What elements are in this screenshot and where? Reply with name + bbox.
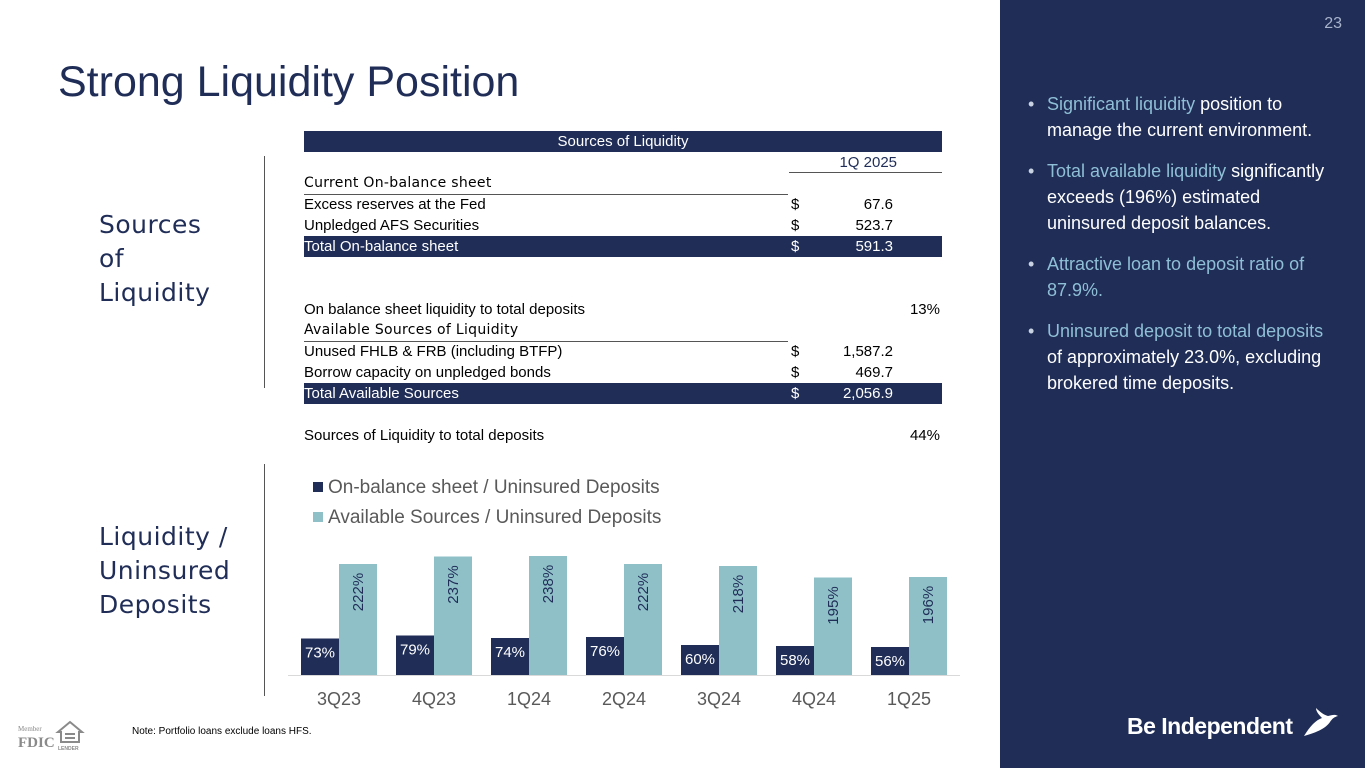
total-label: Total Available Sources — [304, 385, 459, 402]
data-label-onbalance: 73% — [304, 644, 336, 662]
ratio-label: Sources of Liquidity to total deposits — [304, 427, 545, 444]
total-currency: $ — [791, 385, 800, 402]
row-value: 1,587.2 — [842, 343, 893, 360]
legend-label: Available Sources / Uninsured Deposits — [328, 507, 662, 528]
table-gap — [304, 404, 942, 425]
x-tick-label: 3Q23 — [316, 689, 362, 709]
fdic-equal-housing-logo — [18, 720, 86, 752]
legend-swatch-available — [313, 512, 323, 522]
x-tick-label: 3Q24 — [696, 689, 742, 709]
bullet-item — [1028, 91, 1338, 143]
section-label-sources-line-2: of — [99, 244, 125, 273]
bullet-highlight: Significant liquidity — [1047, 94, 1196, 114]
bullet-item — [1028, 251, 1338, 303]
data-label-available: 238% — [540, 564, 557, 604]
table-row — [304, 194, 942, 215]
table-ratio-row — [304, 425, 942, 446]
bullet-dot-icon: • — [1028, 161, 1035, 181]
total-value: 2,056.9 — [842, 385, 893, 402]
bullet-highlight: Uninsured deposit to total deposits — [1047, 321, 1324, 341]
table-subheading-available — [304, 320, 942, 341]
ratio-value: 44% — [909, 427, 940, 444]
svg-text:FDIC: FDIC — [18, 735, 55, 751]
bullet-list — [1028, 91, 1338, 411]
x-tick-label: 1Q25 — [886, 689, 932, 709]
ratio-label: On balance sheet liquidity to total deposits — [304, 301, 586, 318]
legend-swatch-onbalance — [313, 482, 323, 492]
data-label-onbalance: 79% — [399, 641, 431, 659]
data-label-onbalance: 74% — [494, 644, 526, 661]
legend-label: On-balance sheet / Uninsured Deposits — [328, 477, 660, 498]
x-tick-label: 1Q24 — [506, 689, 552, 709]
svg-text:LENDER: LENDER — [58, 746, 79, 752]
bullet-dot-icon: • — [1028, 321, 1035, 341]
section-label-uninsured-line-3: Deposits — [99, 590, 212, 619]
bullet-item — [1028, 318, 1338, 396]
brand-logo-text: Be Independent — [1127, 713, 1293, 739]
row-label: Unused FHLB & FRB (including BTFP) — [304, 343, 563, 360]
slide-title: Strong Liquidity Position — [58, 58, 520, 106]
right-panel — [1000, 0, 1365, 768]
bullet-text: of approximately 23.0%, excluding brokered time deposits. — [1047, 347, 1322, 393]
table-total-row — [304, 383, 942, 404]
row-label: Borrow capacity on unpledged bonds — [304, 364, 551, 381]
total-currency: $ — [791, 238, 800, 255]
x-tick-label: 2Q24 — [601, 689, 647, 709]
section-label-sources-line-3: Liquidity — [99, 278, 211, 307]
data-label-onbalance: 58% — [779, 652, 811, 669]
data-label-onbalance: 60% — [684, 651, 716, 668]
row-currency: $ — [791, 343, 800, 360]
row-currency: $ — [791, 196, 800, 213]
data-label-onbalance: 76% — [589, 643, 621, 660]
table-subheading-onbalance — [304, 173, 942, 194]
table-gap — [304, 257, 942, 278]
subheading-available-text: Available Sources of Liquidity — [304, 320, 788, 342]
row-label: Excess reserves at the Fed — [304, 196, 486, 213]
row-value: 523.7 — [855, 217, 893, 234]
data-label-available: 218% — [730, 574, 747, 614]
row-value: 469.7 — [855, 364, 893, 381]
table-header: Sources of Liquidity — [304, 131, 942, 152]
footnote: Note: Portfolio loans exclude loans HFS. — [132, 726, 312, 737]
section-label-uninsured — [99, 520, 230, 622]
section-label-uninsured-line-2: Uninsured — [99, 556, 231, 585]
bullet-dot-icon: • — [1028, 94, 1035, 114]
table-gap — [304, 278, 942, 299]
total-label: Total On-balance sheet — [304, 238, 459, 255]
bird-logo-icon — [1302, 708, 1338, 738]
row-value: 67.6 — [863, 196, 893, 213]
table-row — [304, 215, 942, 236]
data-label-available: 196% — [920, 585, 937, 625]
bullet-highlight: Attractive loan to deposit ratio of 87.9%. — [1047, 254, 1305, 300]
data-label-available: 222% — [635, 572, 652, 612]
liquidity-bar-chart — [288, 540, 968, 720]
x-tick-label: 4Q23 — [411, 689, 457, 709]
section-label-sources — [99, 208, 210, 310]
liquidity-table — [304, 131, 942, 446]
data-label-available: 222% — [350, 572, 367, 612]
table-row — [304, 362, 942, 383]
total-value: 591.3 — [855, 238, 893, 255]
data-label-available: 195% — [825, 586, 842, 625]
chart-legend-item — [313, 477, 660, 499]
svg-text:Member: Member — [18, 725, 42, 733]
bullet-text: significantly exceeds (196%) estimated uninsured deposit balances. — [1047, 161, 1325, 233]
bullet-highlight: Total available liquidity — [1047, 161, 1227, 181]
bullet-item — [1028, 158, 1338, 236]
divider-line-bottom — [264, 464, 265, 696]
table-ratio-row — [304, 299, 942, 320]
divider-line-top — [264, 156, 265, 388]
table-total-row — [304, 236, 942, 257]
page-number: 23 — [1324, 15, 1342, 32]
data-label-onbalance: 56% — [874, 653, 906, 670]
bullet-dot-icon: • — [1028, 254, 1035, 274]
row-currency: $ — [791, 217, 800, 234]
table-row — [304, 341, 942, 362]
section-label-sources-line-1: Sources — [99, 210, 202, 239]
data-label-available: 237% — [445, 565, 462, 604]
x-tick-label: 4Q24 — [791, 689, 837, 709]
row-currency: $ — [791, 364, 800, 381]
section-label-uninsured-line-1: Liquidity / — [99, 522, 228, 551]
chart-legend-item — [313, 507, 661, 529]
row-label: Unpledged AFS Securities — [304, 217, 480, 234]
subheading-onbalance-text: Current On-balance sheet — [304, 173, 788, 195]
bullet-text: position to manage the current environment. — [1047, 94, 1313, 140]
ratio-value: 13% — [909, 301, 940, 318]
table-period: 1Q 2025 — [789, 152, 942, 173]
